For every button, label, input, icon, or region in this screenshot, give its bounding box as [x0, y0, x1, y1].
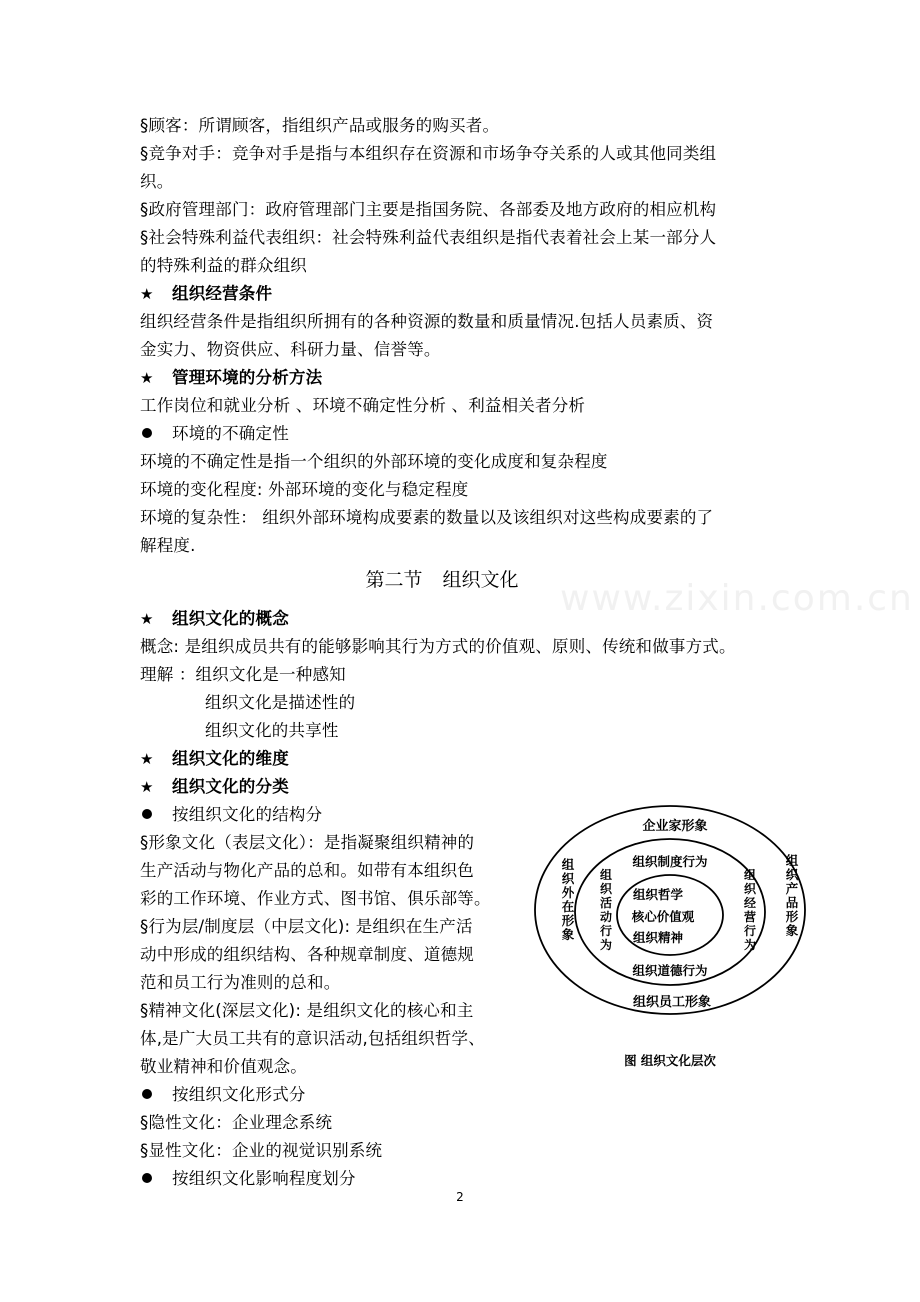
section-heading — [140, 283, 272, 305]
star-icon: ★ — [140, 778, 154, 796]
heading-text: 组织文化的分类 — [172, 777, 289, 796]
text-line: 动中形成的组织结构、各种规章制度、道德规 — [140, 945, 474, 964]
heading-text: 组织文化的维度 — [172, 749, 289, 768]
text-line: 概念: 是组织成员共有的能够影响其行为方式的价值观、原则、传统和做事方式。 — [140, 637, 736, 656]
bullet-text: 按组织文化的结构分 — [172, 805, 323, 824]
heading-text: 组织经营条件 — [172, 284, 273, 303]
text-line: 组织文化是描述性的 — [205, 693, 356, 712]
text-line: 环境的复杂性： 组织外部环境构成要素的数量以及该组织对这些构成要素的了 — [140, 508, 714, 527]
text-line: 解程度. — [140, 536, 196, 555]
outer-top-label: 企业家形象 — [642, 819, 708, 834]
text-line: 敬业精神和价值观念。 — [140, 1057, 307, 1076]
core-label-2: 核心价值观 — [631, 909, 695, 924]
outer-bottom-label: 组织员工形象 — [632, 995, 712, 1010]
bullet-item — [140, 1084, 306, 1106]
bullet-icon — [142, 1089, 152, 1099]
text-line: §形象文化（表层文化）：是指凝聚组织精神的 — [140, 833, 475, 852]
page-number: 2 — [456, 1190, 464, 1204]
middle-bottom-label: 组织道德行为 — [632, 963, 708, 978]
section-heading — [140, 776, 289, 798]
outer-right-label: 组织产品形象 — [785, 853, 799, 938]
chapter-title: 组织文化 — [442, 569, 519, 591]
text-line: §精神文化(深层文化): 是组织文化的核心和主 — [140, 1001, 474, 1020]
text-line: §社会特殊利益代表组织：社会特殊利益代表组织是指代表着社会上某一部分人 — [140, 228, 717, 247]
section-heading — [140, 608, 289, 630]
watermark: www.zixin.com.cn — [560, 578, 914, 619]
star-icon: ★ — [140, 285, 154, 303]
text-line: §顾客：所谓顾客，指组织产品或服务的购买者。 — [140, 116, 500, 135]
text-line: 工作岗位和就业分析 、环境不确定性分析 、利益相关者分析 — [140, 396, 586, 415]
bullet-text: 环境的不确定性 — [172, 424, 289, 443]
heading-text: 管理环境的分析方法 — [172, 368, 323, 387]
heading-text: 组织文化的概念 — [172, 609, 289, 628]
text-line: 组织经营条件是指组织所拥有的各种资源的数量和质量情况.包括人员素质、资 — [140, 312, 714, 331]
star-icon: ★ — [140, 369, 154, 387]
core-label-1: 组织哲学 — [632, 887, 684, 902]
text-line: 环境的不确定性是指一个组织的外部环境的变化成度和复杂程度 — [140, 452, 608, 471]
text-line: 理解 ：组织文化是一种感知 — [140, 665, 346, 684]
text-line: 织。 — [140, 172, 174, 191]
text-line: §显性文化：企业的视觉识别系统 — [140, 1141, 383, 1160]
text-line: 彩的工作环境、作业方式、图书馆、俱乐部等。 — [140, 889, 491, 908]
text-line: §政府管理部门：政府管理部门主要是指国务院、各部委及地方政府的相应机构 — [140, 200, 717, 219]
bullet-icon — [142, 428, 152, 438]
bullet-item — [140, 804, 322, 826]
section-heading — [140, 367, 322, 389]
chapter-number: 第二节 — [365, 569, 423, 591]
bullet-text: 按组织文化影响程度划分 — [172, 1169, 356, 1188]
text-line: 环境的变化程度: 外部环境的变化与稳定程度 — [140, 480, 469, 499]
text-line: 范和员工行为准则的总和。 — [140, 973, 341, 992]
star-icon: ★ — [140, 610, 154, 628]
bullet-icon — [142, 1173, 152, 1183]
bullet-item — [140, 423, 289, 445]
text-line: §隐性文化：企业理念系统 — [140, 1113, 333, 1132]
section-heading — [140, 748, 289, 770]
text-line: 体,是广大员工共有的意识活动,包括组织哲学、 — [140, 1029, 485, 1048]
diagram-caption: 图 组织文化层次 — [624, 1053, 716, 1068]
text-line: §行为层/制度层（中层文化): 是组织在生产活 — [140, 917, 473, 936]
core-label-3: 组织精神 — [632, 930, 684, 945]
bullet-item — [140, 1168, 356, 1190]
outer-left-label: 组织外在形象 — [561, 857, 575, 942]
text-line: 生产活动与物化产品的总和。如带有本组织色 — [140, 861, 474, 880]
bullet-icon — [142, 809, 152, 819]
bullet-text: 按组织文化形式分 — [172, 1085, 306, 1104]
text-line: 金实力、物资供应、科研力量、信誉等。 — [140, 340, 441, 359]
text-line: 组织文化的共享性 — [205, 721, 339, 740]
text-line: 的特殊利益的群众组织 — [140, 256, 307, 275]
star-icon: ★ — [140, 750, 154, 768]
culture-layers-diagram — [530, 805, 814, 1075]
middle-top-label: 组织制度行为 — [632, 854, 708, 869]
chapter-heading — [0, 568, 884, 592]
middle-right-label: 组织经营行为 — [743, 868, 757, 952]
middle-left-label: 组织活动行为 — [599, 868, 613, 952]
text-line: §竞争对手：竞争对手是指与本组织存在资源和市场争夺关系的人或其他同类组 — [140, 144, 717, 163]
